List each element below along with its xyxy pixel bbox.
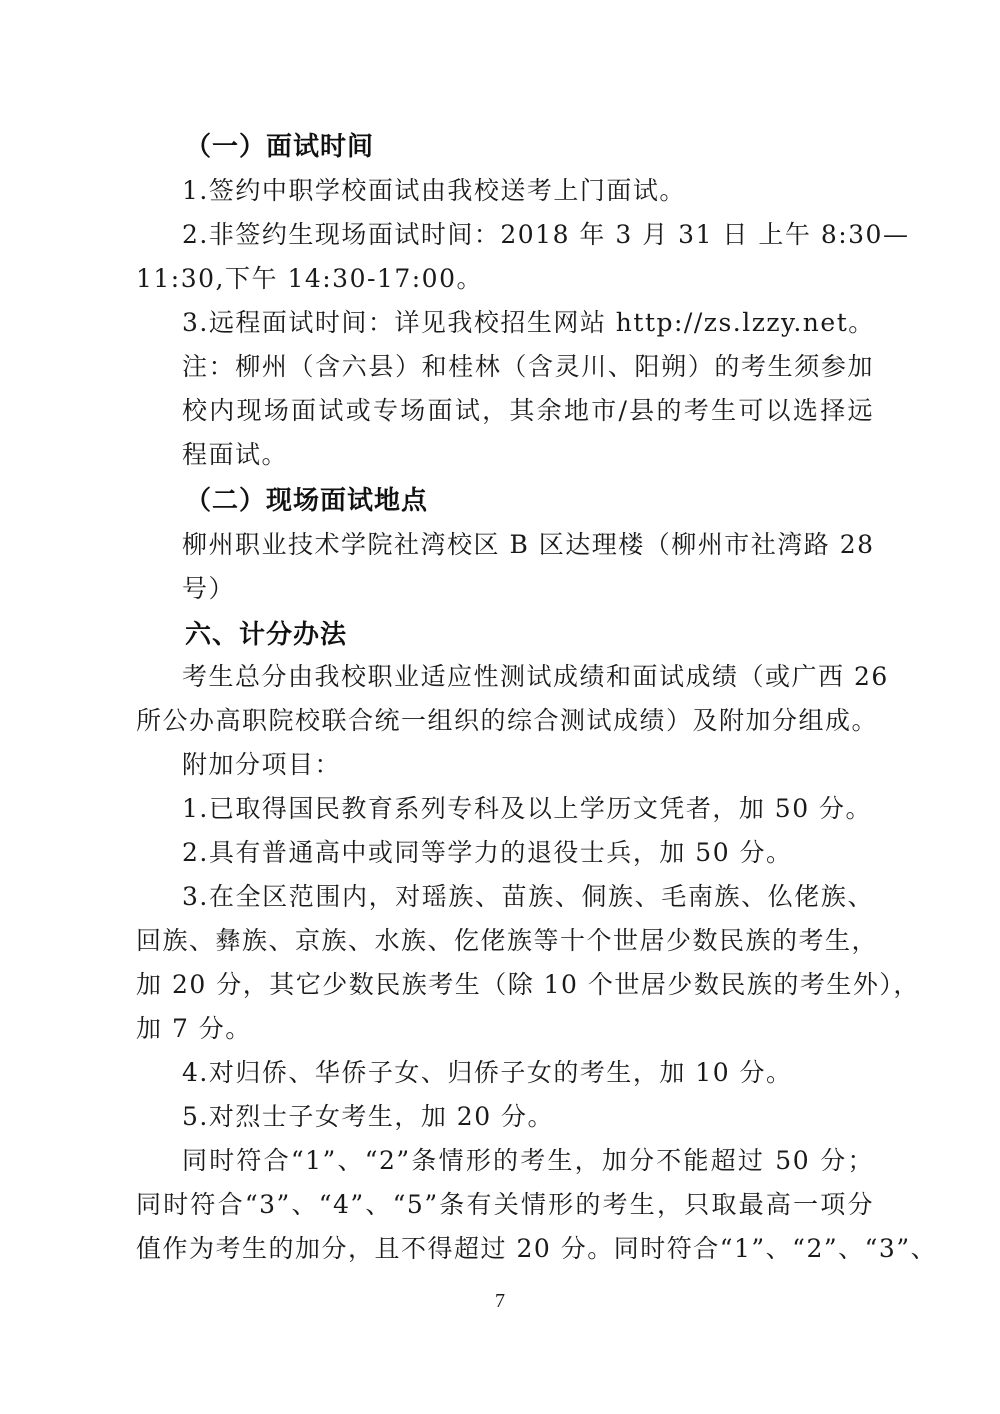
bonus-item-3-line-2: 回族、彝族、京族、水族、仡佬族等十个世居少数民族的考生， [136,926,879,955]
bonus-item-5: 5.对烈士子女考生，加 20 分。 [182,1102,555,1131]
bonus-title: 附加分项目： [182,750,342,779]
bonus-item-2: 2.具有普通高中或同等学力的退役士兵，加 50 分。 [182,838,793,867]
interview-note-line-1: 注：柳州（含六县）和桂林（含灵川、阳朔）的考生须参加 [182,352,874,381]
bonus-item-3-line-3: 加 20 分，其它少数民族考生（除 10 个世居少数民族的考生外）， [136,970,920,999]
combined-rule-line-2: 同时符合“3”、“4”、“5”条有关情形的考生，只取最高一项分 [136,1190,874,1219]
heading-scoring: 六、计分办法 [185,620,348,650]
scoring-paragraph-line-2: 所公办高职院校联合统一组织的综合测试成绩）及附加分组成。 [136,706,879,735]
combined-rule-line-1: 同时符合“1”、“2”条情形的考生，加分不能超过 50 分； [182,1146,874,1175]
bonus-item-3-line-4: 加 7 分。 [136,1014,252,1043]
heading-interview-location: （二）现场面试地点 [185,486,429,516]
interview-location-line-2: 号） [182,574,236,603]
bonus-item-1: 1.已取得国民教育系列专科及以上学历文凭者，加 50 分。 [182,794,873,823]
interview-time-item-1: 1.签约中职学校面试由我校送考上门面试。 [182,176,686,205]
bonus-item-4: 4.对归侨、华侨子女、归侨子女的考生，加 10 分。 [182,1058,793,1087]
page-number: 7 [495,1290,505,1312]
interview-time-item-2-line-1: 2.非签约生现场面试时间：2018 年 3 月 31 日 上午 8:30— [182,220,910,249]
interview-note-line-2: 校内现场面试或专场面试，其余地市/县的考生可以选择远 [182,396,874,425]
combined-rule-line-3: 值作为考生的加分，且不得超过 20 分。同时符合“1”、“2”、“3”、 [136,1234,938,1263]
bonus-item-3-line-1: 3.在全区范围内，对瑶族、苗族、侗族、毛南族、仫佬族、 [182,882,874,911]
interview-location-line-1: 柳州职业技术学院社湾校区 B 区达理楼（柳州市社湾路 28 [182,530,875,559]
interview-time-item-2-line-2: 11:30,下午 14:30-17:00。 [136,264,483,293]
interview-note-line-3: 程面试。 [182,440,289,469]
scoring-paragraph-line-1: 考生总分由我校职业适应性测试成绩和面试成绩（或广西 26 [182,662,889,691]
heading-interview-time: （一）面试时间 [185,132,375,162]
interview-time-item-3: 3.远程面试时间：详见我校招生网站 http://zs.lzzy.net。 [182,308,875,337]
